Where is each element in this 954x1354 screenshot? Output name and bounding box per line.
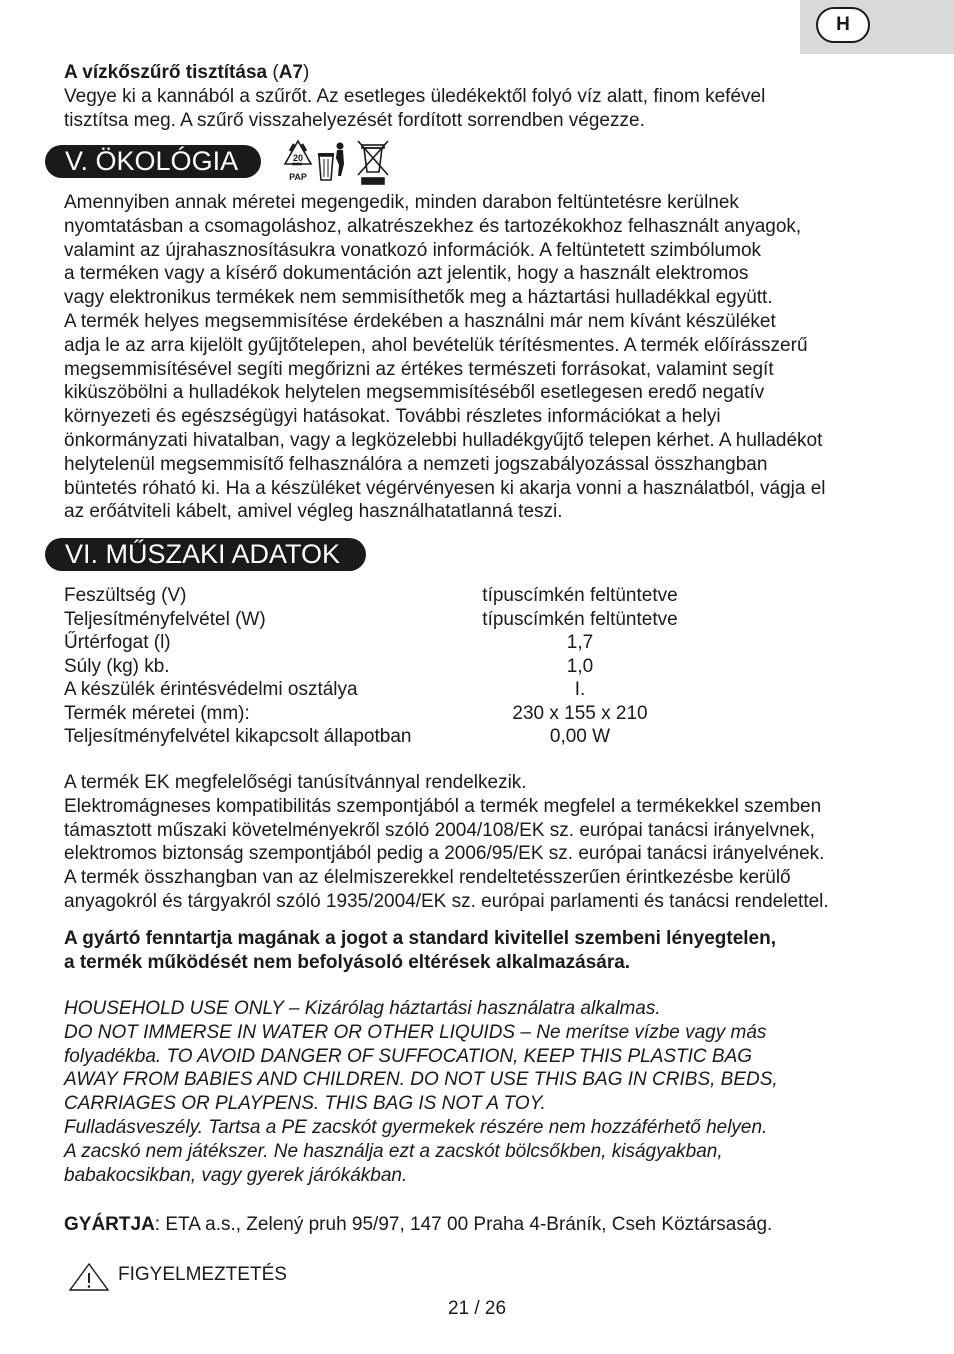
spec-label: Teljesítményfelvétel kikapcsolt állapotban [64,725,412,747]
spec-label: Súly (kg) kb. [64,655,170,677]
spec-row [64,726,784,748]
specs-table [64,584,784,748]
spec-row [64,631,784,655]
safety-warnings-text: HOUSEHOLD USE ONLY – Kizárólag háztartási használatra alkalmas. DO NOT IMMERSE IN WATER OR OTHER LIQUIDS – Ne merítse vízbe vagy más folyadékba. TO AVOID DANGER OF SUFFOCATION, KEEP THIS PLASTIC BAG AWAY FROM BABIES AND CHILDREN. DO NOT USE THIS BAG IN CRIBS, BEDS, CARRIAGES OR PLAYPENS. THIS BAG IS NOT A TOY. Fulladásveszély. Tartsa a PE zacskót gyermekek részére nem hozzáférhető helyen. A zacskó nem játékszer. Ne használja ezt a zacskót bölcsőkben, kiságyakban, babakocsikban, vagy gyerek járókákban. [64,998,778,1186]
recycle-material: PAP [289,172,307,182]
filter-body: Vegye ki a kannából a szűrőt. Az esetleges üledékektől folyó víz alatt, finom kefével tisztítsa meg. A szűrő visszahelyezését fordított sorrendben végezze. [64,86,766,131]
spec-label: Termék méretei (mm): [64,702,250,724]
filter-heading-ref: A7 [278,62,303,83]
spec-value: 0,00 W [549,725,611,747]
compliance-text: A termék EK megfelelőségi tanúsítvánnyal rendelkezik. Elektromágneses kompatibilitás szempontjából a termék megfelel a termékekkel szemben támasztott műszaki követelményekről szóló 2004/108/EK sz. európai tanácsi irányelvnek, elektromos biztonság szempontjából pedig a 2006/95/EK sz. európai tanácsi irányelvének. A termék összhangban van az élelmiszerekkel rendeltetésszerűen érintkezésbe kerülő anyagokról és tárgyakról szóló 1935/2004/EK sz. európai parlamenti és tanácsi rendelettel. [64,772,829,912]
producer-address: : ETA a.s., Zelený pruh 95/97, 147 00 Praha 4-Bráník, Cseh Köztársaság. [154,1214,773,1235]
spec-value: 1,0 [566,655,594,677]
spec-label: Feszültség (V) [64,585,187,606]
language-badge: H [816,7,870,43]
recycle-code: 20 [292,153,304,163]
spec-row [64,655,784,679]
spec-value: 230 x 155 x 210 [512,702,648,724]
filter-heading-close: ) [302,62,310,83]
spec-label: Teljesítményfelvétel (W) [64,608,266,630]
filter-heading-bold: A vízkőszűrő tisztítása [64,62,268,83]
spec-label: Űrtérfogat (l) [64,632,171,654]
ecology-body: Amennyiben annak méretei megengedik, minden darabon feltüntetésre kerülnek nyomtatásban a csomagoláshoz, alkatrészekhez és tartozékokhoz felhasznált anyagok, valamint az újrahasznosításukra vonatkozó információk. A feltüntetett szimbólumok a terméken vagy a kísérő dokumentáción azt jelentik, hogy a használt elektromos vagy elektronikus termékek nem semmisíthetők meg a háztartási hulladékkal együtt. A termék helyes megsemmisítése érdekében a használni már nem kívánt készüléket adja le az arra kijelölt gyűjtőtelepen, ahol bevételük térítésmentes. A termék előírásszerű megsemmisítésével segíti megőrizni az értékes természeti forrásokat, valamint segít kiküszöbölni a hulladékok helytelen megsemmisítéséből esetlegesen eredő negatív környezeti és egészségügyi hatásokat. További részletes információkat a helyi önkormányzati hivatalban, vagy a legközelebbi hulladékgyűjtő telepen kérhet. A hulladékot helytelenül megsemmisítő felhasználóra a nemzeti jogszabályozással összhangban büntetés róható ki. Ha a készüléket végérvényesen ki akarja vonni a használatból, vágja el az erőátviteli kábelt, amivel végleg használhatatlanná teszi. [64,192,826,523]
producer-line [64,1213,772,1237]
section-title-specs: VI. MŰSZAKI ADATOK [45,538,366,571]
spec-value: típuscímkén feltüntetve [482,585,678,606]
tidyman-icon [318,143,344,181]
section-title-ecology: V. ÖKOLÓGIA [45,145,261,178]
warning-label: FIGYELMEZTETÉS [118,1264,287,1285]
spec-value: I. [574,679,586,701]
spec-row [64,608,784,632]
spec-row [64,584,784,608]
filter-heading [64,61,309,85]
eco-symbols [278,138,390,188]
spec-label: A készülék érintésvédelmi osztálya [64,679,358,701]
language-tab [800,0,954,54]
filter-heading-open: ( [267,62,279,83]
weee-bin-icon [358,141,388,184]
producer-label: GYÁRTJA [64,1214,155,1235]
warning-triangle-icon [68,1262,110,1292]
manufacturer-rights-text: A gyártó fenntartja magának a jogot a standard kivitellel szembeni lényegtelen, a termék működését nem befolyásoló eltérések alkalmazására. [64,928,776,973]
spec-row [64,702,784,726]
spec-value: 1,7 [566,632,594,654]
spec-row [64,678,784,702]
spec-value: típuscímkén feltüntetve [482,608,678,630]
page-number: 21 / 26 [447,1298,507,1319]
